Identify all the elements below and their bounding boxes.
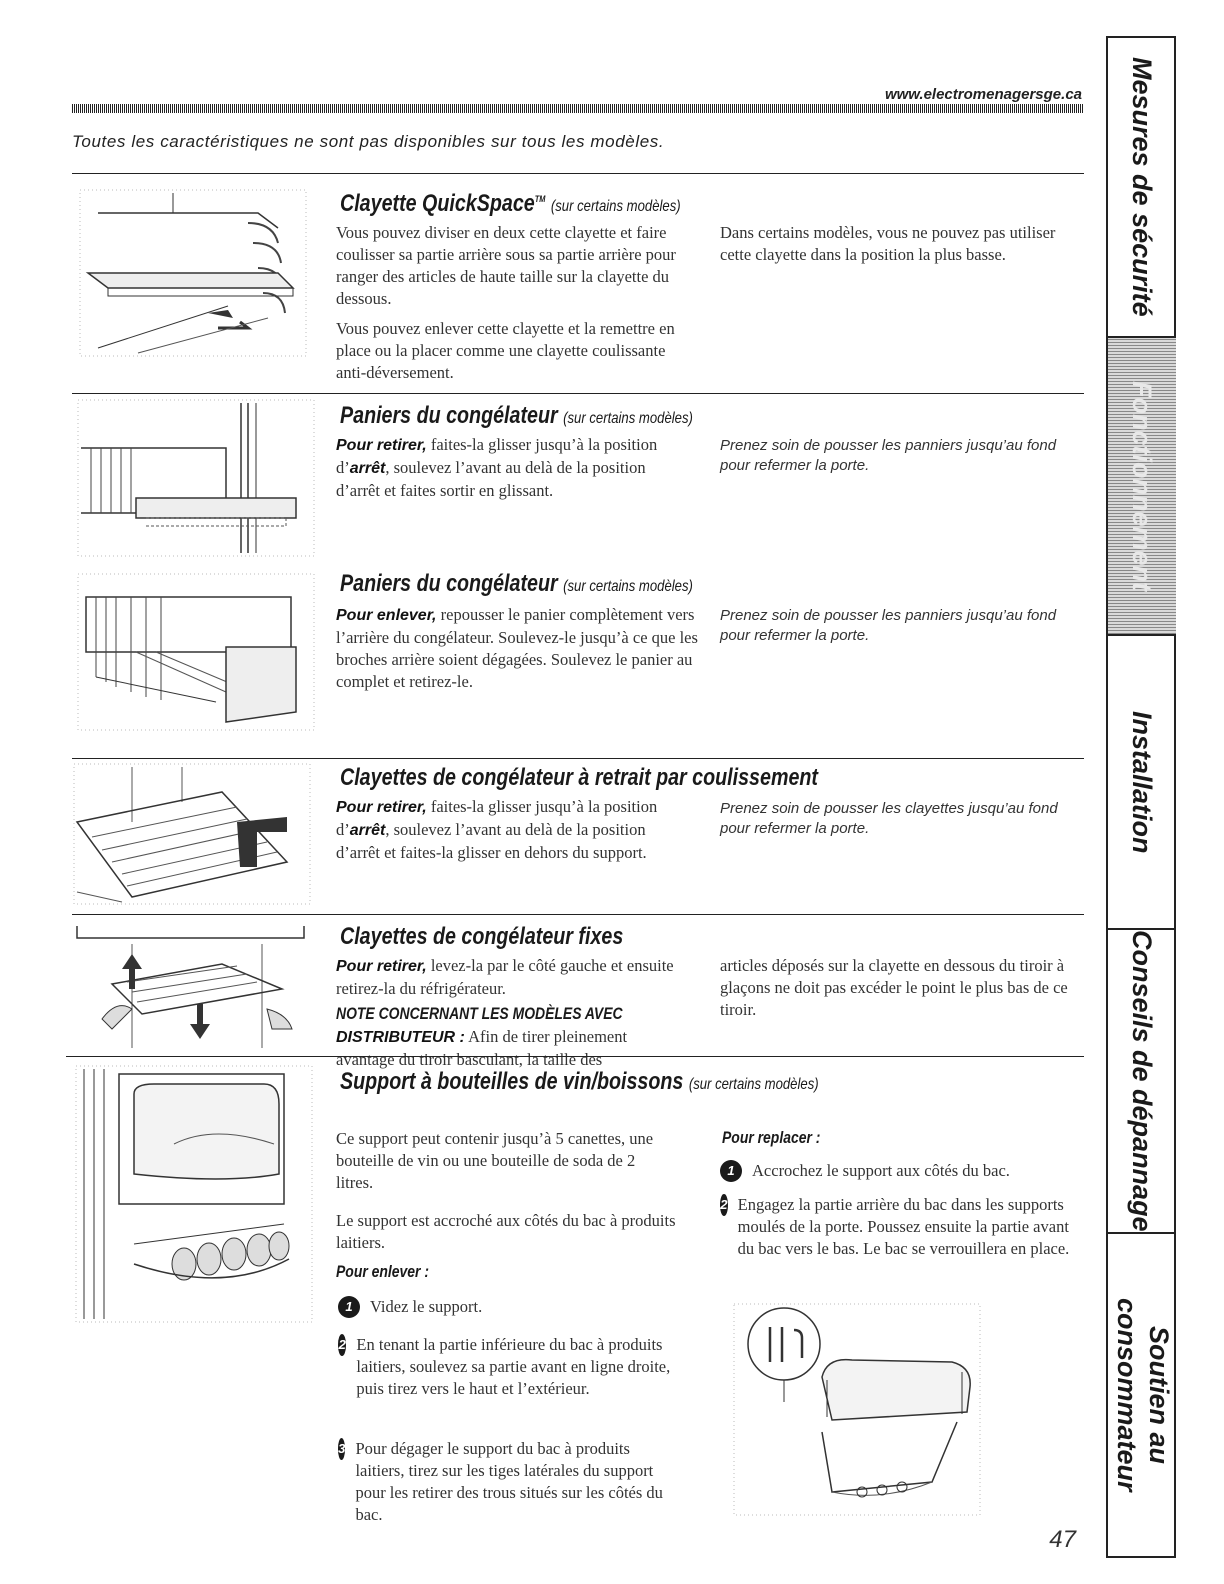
coulissement-text: Pour retirer, faites-la glisser jusqu’à la position d’arrêt, soulevez l’avant au delà de la position d’arrêt et faites-la glisser en dehors du support. [336,797,658,862]
freezer-basket-removal-illustration [76,572,316,732]
tab-conseils-de-depannage[interactable]: Conseils de dépannage [1108,930,1176,1234]
fixes-title: Clayettes de congélateur fixes [340,923,624,950]
divider [66,1056,1084,1057]
step-number-badge: 3 [338,1438,345,1460]
step-number-badge: 1 [338,1296,360,1318]
tab-fonctionnement[interactable]: Fonctionnement [1108,338,1176,636]
enlever-step-2: 2 En tenant la partie inférieure du bac à produits laitiers, soulevez sa partie avant en ligne droite, puis tirez vers le haut et l’extérieur. [338,1335,671,1398]
coulissement-note: Prenez soin de pousser les clayettes jusqu’au fond pour refermer la porte. [720,800,1058,837]
enlever-step-1: 1 Videz le support. [338,1296,678,1318]
bouteilles-p2: Le support est accroché aux côtés du bac à produits laitiers. [336,1211,676,1252]
bouteilles-title: Support à bouteilles de vin/boissons (sur certains modèles) [340,1068,819,1095]
step-number-badge: 2 [338,1334,346,1356]
freezer-basket-illustration [76,398,316,558]
tab-soutien-au-consommateur[interactable]: Soutien au consommateur [1112,1298,1174,1492]
page-number: 47 [1049,1526,1076,1553]
replacer-label: Pour replacer : [722,1128,821,1147]
fixes-note-title: NOTE CONCERNANT LES MODÈLES AVEC [336,1004,623,1023]
fixes-text: Pour retirer, levez-la par le côté gauche et ensuite retirez-la du réfrigérateur. [336,956,674,998]
step-number-badge: 2 [720,1194,728,1216]
replacer-step-2: 2 Engagez la partie arrière du bac dans les supports moulés de la porte. Poussez ensuite la partie avant du bac vers le bas. Le bac se verrouillera en place. [720,1195,1070,1258]
fixes-note-text: DISTRIBUTEUR : Afin de tirer pleinement avantage du tiroir basculant, la taille des [336,1027,628,1069]
quickspace-shelf-illustration [78,188,308,358]
disclaimer: Toutes les caractéristiques ne sont pas disponibles sur tous les modèles. [72,132,665,151]
tab-mesures-de-securite[interactable]: Mesures de sécurité [1108,38,1176,338]
tab-installation[interactable]: Installation [1108,636,1176,930]
coulissement-title: Clayettes de congélateur à retrait par coulissement [340,764,818,791]
paniers2-title: Paniers du congélateur (sur certains modèles) [340,570,693,597]
divider [72,393,1084,394]
divider [72,914,1084,915]
quickspace-title: Clayette QuickSpace™ (sur certains modèles) [340,190,681,217]
site-url: www.electromenagersge.ca [884,86,1082,103]
paniers2-note: Prenez soin de pousser les panniers jusqu’au fond pour refermer la porte. [720,607,1057,644]
bottle-rack-illustration [74,1064,314,1324]
paniers1-note: Prenez soin de pousser les panniers jusqu’au fond pour refermer la porte. [720,437,1057,474]
step-number-badge: 1 [720,1160,742,1182]
paniers1-text: Pour retirer, faites-la glisser jusqu’à la position d’arrêt, soulevez l’avant au delà de la position d’arrêt et faites sortir en glissant. [336,435,658,500]
paniers2-text: Pour enlever, repousser le panier complètement vers l’arrière du congélateur. Soulevez-le jusqu’à ce que les broches arrière soient dégagées. Soulevez le panier au complet et retirez-le. [336,605,698,691]
sliding-shelf-illustration [72,762,312,907]
divider [72,173,1084,174]
quickspace-text-1: Vous pouvez diviser en deux cette clayette et faire coulisser sa partie arrière sous sa partie arrière pour ranger des articles de haute taille sur la clayette du dessous. [336,223,676,308]
dairy-bin-illustration [732,1302,982,1517]
quickspace-note: Dans certains modèles, vous ne pouvez pas utiliser cette clayette dans la position la plus basse. [720,223,1056,264]
bouteilles-p1: Ce support peut contenir jusqu’à 5 canettes, une bouteille de vin ou une bouteille de soda de 2 litres. [336,1129,654,1192]
header-rule [72,104,1084,113]
enlever-label: Pour enlever : [336,1262,429,1281]
fixed-shelf-illustration [72,924,312,1049]
enlever-step-3: 3 Pour dégager le support du bac à produits laitiers, tirez sur les tiges latérales du support pour les retirer des trous situés sur les côtés du bac. [338,1439,663,1524]
fixes-col2: articles déposés sur la clayette en dessous du tiroir à glaçons ne doit pas excéder le point le plus bas de ce tiroir. [720,956,1068,1019]
replacer-step-1: 1 Accrochez le support aux côtés du bac. [720,1160,1084,1182]
divider [72,758,1084,759]
quickspace-text-2: Vous pouvez enlever cette clayette et la remettre en place ou la placer comme une clayette coulissante anti-déversement. [336,319,675,382]
paniers1-title: Paniers du congélateur (sur certains modèles) [340,402,693,429]
